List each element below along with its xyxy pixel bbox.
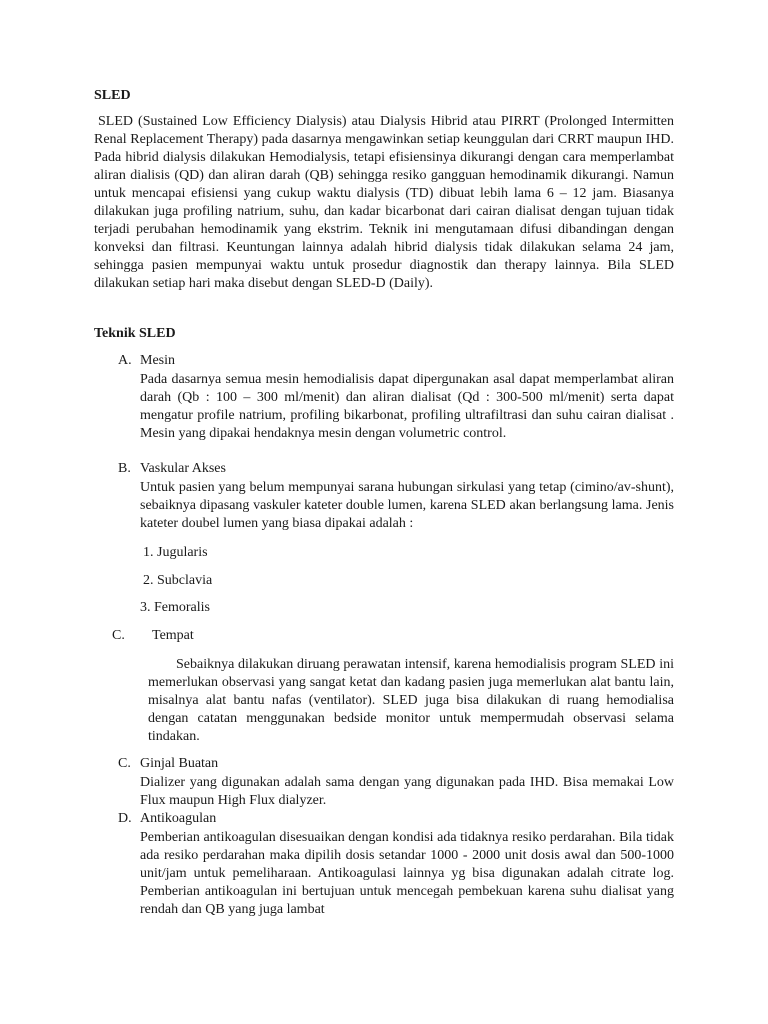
item-text-vaskular-akses: Untuk pasien yang belum mempunyai sarana hubungan sirkulasi yang tetap (cimino/av-shunt), sebaiknya dipasang vaskuler kateter double lumen, karena SLED akan berlangsung lama. Jenis kateter doubel lumen yang biasa dipakai adalah : <box>140 480 674 531</box>
item-marker-c-ginjal: C. <box>118 756 131 771</box>
item-text-antikoagulan: Pemberian antikoagulan disesuaikan dengan kondisi ada tidaknya resiko perdarahan. Bila tidak ada resiko perdarahan maka dipilih dosis setandar 1000 - 2000 unit dosis awal dan 500-1000 unit/jam untuk pemeliharaan. Antikoagulasi lainnya yg bisa digunakan adalah citrate log. Pemberian antikoagulan ini bertujuan untuk mencegah pembekuan karena suhu dialisat yang rendah dan QB yang juga lambat <box>140 830 674 917</box>
section-title: Teknik SLED <box>94 326 176 341</box>
page-title: SLED <box>94 88 131 103</box>
item-title-vaskular-akses: Vaskular Akses <box>140 461 226 476</box>
intro-paragraph: SLED (Sustained Low Efficiency Dialysis) atau Dialysis Hibrid atau PIRRT (Prolonged Intermitten Renal Replacement Therapy) pada dasarnya mengawinkan setiap keunggulan dari CRRT maupun IHD. Pada hibrid dialysis dilakukan Hemodialysis, tetapi efisiensinya dikurangi dengan cara memperlambat aliran dialisis (QD) dan aliran darah (QB) sehingga resiko gangguan hemodinamik dikurangi. Namun untuk mencapai efisiensi yang cukup waktu dialysis (TD) dibuat lebih lama 6 – 12 jam. Biasanya dilakukan juga profiling natrium, suhu, dan kadar bicarbonat dari cairan dialisat dengan tujuan tidak terjadi perubahan hemodinamik yang ekstrim. Teknik ini mengutamaan difusi dibandingan dengan konveksi dan filtrasi. Keuntungan lainnya adalah hibrid dialysis tidak dilakukan selama 24 jam, sehingga pasien mempunyai waktu untuk prosedur diagnostik dan therapy lainnya. Bila SLED dilakukan setiap hari maka disebut dengan SLED-D (Daily). <box>94 114 674 291</box>
item-title-mesin: Mesin <box>140 353 175 368</box>
item-marker-c-tempat: C. <box>112 628 125 643</box>
item-text-ginjal-buatan: Dializer yang digunakan adalah sama dengan yang digunakan pada IHD. Bisa memakai Low Flux maupun High Flux dialyzer. <box>140 775 674 808</box>
item-marker-b: B. <box>118 461 131 476</box>
item-title-ginjal-buatan: Ginjal Buatan <box>140 756 219 771</box>
item-title-antikoagulan: Antikoagulan <box>140 811 217 826</box>
access-list-item-subclavia: 2. Subclavia <box>143 573 213 588</box>
item-title-tempat: Tempat <box>152 628 194 643</box>
access-list-item-femoralis: 3. Femoralis <box>140 600 210 615</box>
access-list-item-jugularis: 1. Jugularis <box>143 545 208 560</box>
item-text-mesin: Pada dasarnya semua mesin hemodialisis dapat dipergunakan asal dapat memperlambat aliran darah (Qb : 100 – 300 ml/menit) dan aliran dialisat (Qd : 300-500 ml/menit) serta dapat mengatur profile natrium, profiling bikarbonat, profiling ultrafiltrasi dan suhu cairan dialisat . Mesin yang dipakai hendaknya mesin dengan volumetric control. <box>140 372 674 441</box>
item-text-tempat: Sebaiknya dilakukan diruang perawatan intensif, karena hemodialisis program SLED ini memerlukan observasi yang sangat ketat dan kadang pasien juga memerlukan alat bantu lain, misalnya alat bantu nafas (ventilator). SLED juga bisa dilakukan di ruang hemodialisa dengan catatan menggunakan bedside monitor untuk mempermudah observasi selama tindakan. <box>148 657 674 744</box>
item-marker-a: A. <box>118 353 132 368</box>
item-marker-d: D. <box>118 811 132 826</box>
